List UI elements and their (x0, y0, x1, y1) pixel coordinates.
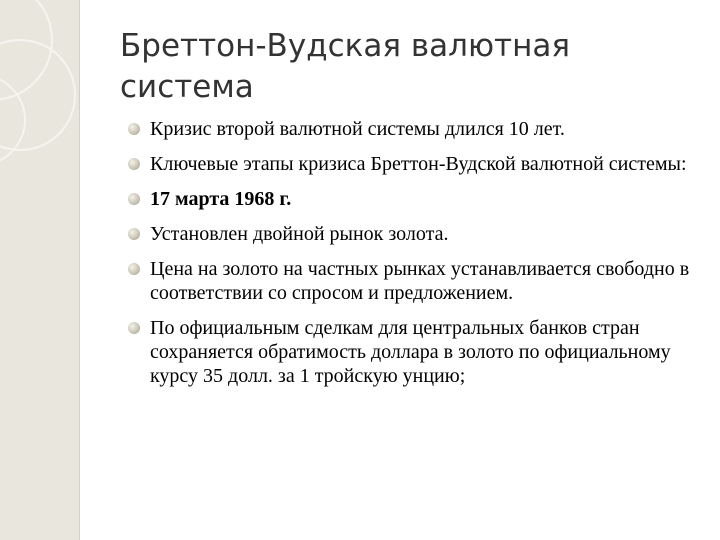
decorative-circles (0, 0, 79, 180)
circle-bullet-icon (128, 322, 140, 334)
list-item (128, 117, 708, 141)
bullet-text: Установлен двойной рынок золота. (150, 223, 449, 245)
bullet-text: Кризис второй валютной системы длился 10 лет. (150, 118, 565, 140)
circle-bullet-icon (128, 228, 140, 240)
list-item (128, 187, 708, 211)
circle-bullet-icon (128, 158, 140, 170)
bullet-text: Ключевые этапы кризиса Бреттон-Вудской валютной системы: (150, 153, 687, 175)
list-item (128, 152, 708, 176)
bullet-list (128, 117, 708, 399)
list-item (128, 316, 708, 388)
list-item (128, 222, 708, 246)
slide-title: Бреттон-Вудская валютная система (120, 28, 571, 105)
list-item (128, 257, 708, 305)
bullet-text: Цена на золото на частных рынках устанавливается свободно в соответствии со спросом и предложением. (150, 258, 690, 304)
circle-bullet-icon (128, 193, 140, 205)
bullet-text: 17 марта 1968 г. (150, 188, 292, 210)
circle-bullet-icon (128, 123, 140, 135)
bullet-text: По официальным сделкам для центральных банков стран сохраняется обратимость доллара в золото по официальному курсу 35 долл. за 1 тройскую унцию; (150, 317, 671, 387)
decorative-side-band (0, 0, 80, 540)
circle-bullet-icon (128, 263, 140, 275)
